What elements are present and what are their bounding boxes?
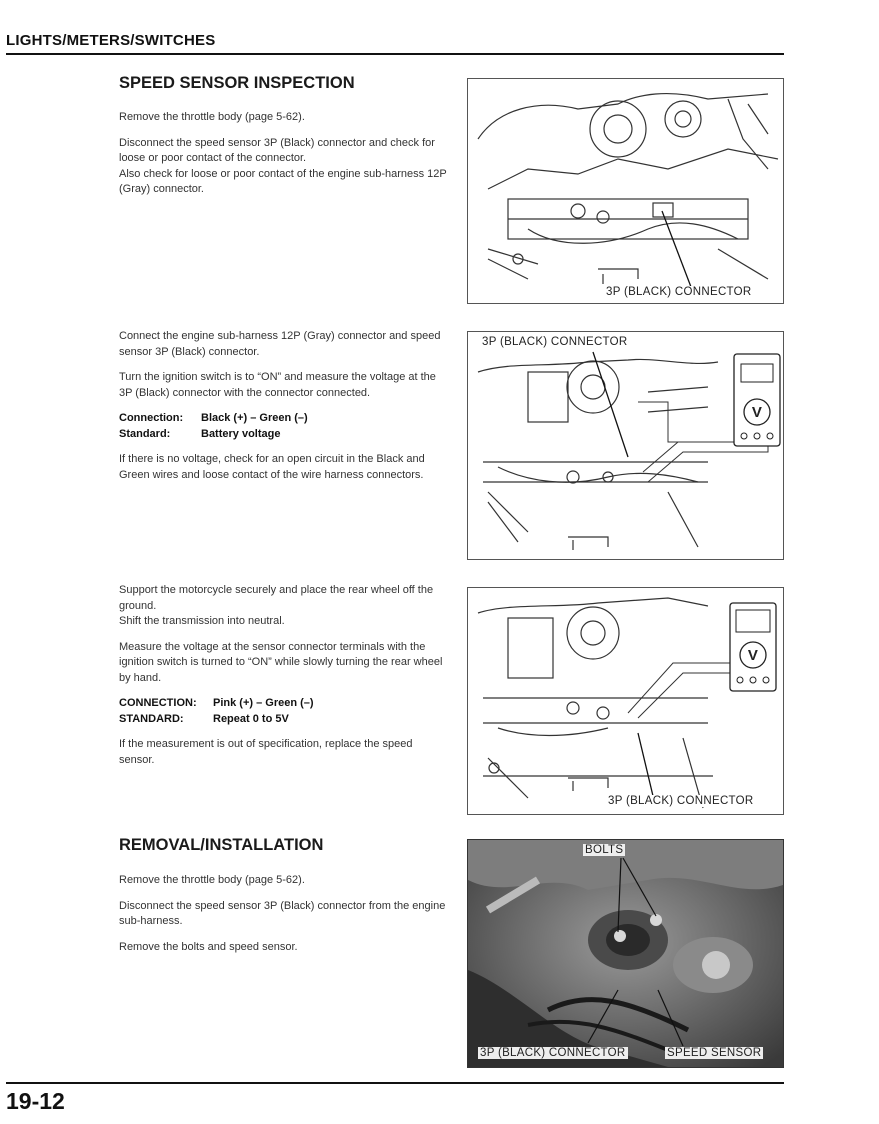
step3-connection-value: Pink (+) – Green (–) <box>213 697 314 709</box>
figure-2-caption: 3P (BLACK) CONNECTOR <box>482 336 628 348</box>
figure-2-illustration <box>468 332 783 559</box>
step3-p2: Measure the voltage at the sensor connector terminals with the ignition switch is turned to “ON” while slowly turning the rear wheel by hand. <box>119 640 443 684</box>
footer-rule <box>6 1082 784 1084</box>
step2-connection-value: Black (+) – Green (–) <box>201 412 308 424</box>
figure-4-photo <box>467 839 784 1068</box>
step2-p3: If there is no voltage, check for an open circuit in the Black and Green wires and loose contact of the wire harness connectors. <box>119 453 425 481</box>
step3-standard-label: STANDARD: <box>119 712 184 725</box>
figure-4-bolts-label: BOLTS <box>585 844 624 856</box>
figure-2-meter-symbol: V <box>751 404 763 421</box>
step2-connection-label: Connection: <box>119 412 184 424</box>
step1-text <box>119 110 451 208</box>
step3-connection-label: CONNECTION: <box>119 697 197 709</box>
figure-3-caption: 3P (BLACK) CONNECTOR <box>608 795 754 807</box>
page-header-title: LIGHTS/METERS/SWITCHES <box>6 32 216 49</box>
removal-text <box>119 873 451 965</box>
step2-standard-spec <box>119 427 451 443</box>
step2-connection-spec <box>119 411 451 427</box>
figure-2-voltage-check <box>467 331 784 560</box>
step3-standard-spec <box>119 712 451 728</box>
step2-standard-label: Standard: <box>119 427 171 440</box>
step3-p3: If the measurement is out of specification, replace the speed sensor. <box>119 738 413 766</box>
figure-1-caption: 3P (BLACK) CONNECTOR <box>606 286 752 298</box>
header-rule <box>6 53 784 55</box>
step1-p3: Also check for loose or poor contact of the engine sub-harness 12P (Gray) connector. <box>119 167 447 195</box>
removal-p1: Remove the throttle body (page 5-62). <box>119 874 305 886</box>
removal-p3: Remove the bolts and speed sensor. <box>119 940 298 953</box>
step3-p1b: Shift the transmission into neutral. <box>119 615 285 627</box>
step2-p1: Connect the engine sub-harness 12P (Gray) connector and speed sensor 3P (Black) connector. <box>119 330 441 358</box>
figure-3-meter-symbol: V <box>747 647 759 664</box>
removal-p2: Disconnect the speed sensor 3P (Black) connector from the engine sub-harness. <box>119 899 446 927</box>
figure-4-sensor-label: SPEED SENSOR <box>667 1047 762 1059</box>
figure-3-illustration <box>468 588 783 814</box>
figure-4-photo-render <box>468 840 783 1067</box>
figure-3-sensor-voltage <box>467 587 784 815</box>
step1-p1: Remove the throttle body (page 5-62). <box>119 111 305 123</box>
step3-p1: Support the motorcycle securely and place the rear wheel off the ground. <box>119 584 434 612</box>
figure-1-illustration <box>468 79 783 303</box>
step3-text <box>119 583 451 778</box>
page-number: 19-12 <box>6 1088 65 1114</box>
section-title-removal: REMOVAL/INSTALLATION <box>119 836 324 854</box>
step2-standard-value: Battery voltage <box>201 427 281 440</box>
section-title-inspection: SPEED SENSOR INSPECTION <box>119 74 355 92</box>
step2-p2: Turn the ignition switch is to “ON” and measure the voltage at the 3P (Black) connector with the connector connected. <box>119 371 436 399</box>
figure-4-connector-label: 3P (BLACK) CONNECTOR <box>480 1047 626 1059</box>
step3-standard-value: Repeat 0 to 5V <box>213 712 289 725</box>
step3-connection-spec <box>119 696 451 712</box>
step2-text <box>119 329 451 493</box>
step1-p2: Disconnect the speed sensor 3P (Black) connector and check for loose or poor contact of the connector. <box>119 136 435 164</box>
figure-1-connector-location <box>467 78 784 304</box>
